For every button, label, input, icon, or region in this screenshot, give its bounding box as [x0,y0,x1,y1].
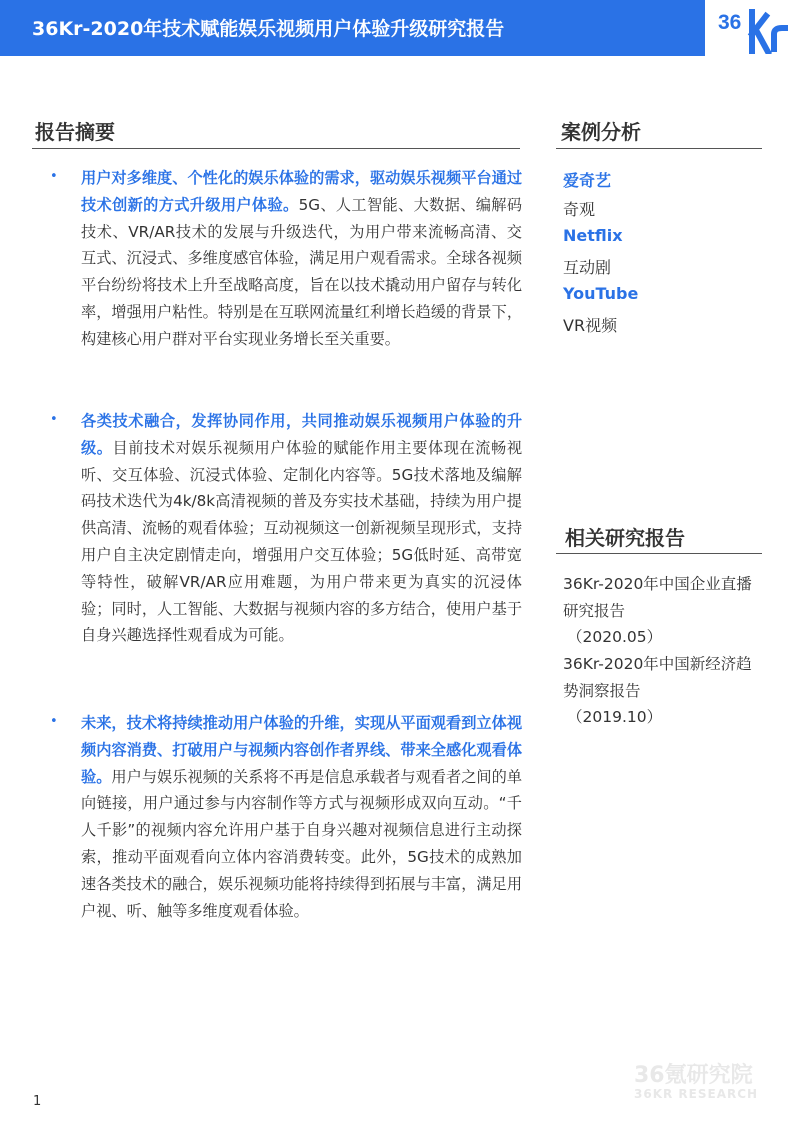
summary-paragraph [81,408,522,649]
summary-divider [32,148,520,149]
header-bar [0,0,705,56]
cases-divider [556,148,762,149]
bullet-icon: • [50,412,58,427]
paragraph-body: 目前技术对娱乐视频用户体验的赋能作用主要体现在流畅视听、交互体验、沉浸式体验、定制化内容等。5G技术落地及编解码技术迭代为4k/8k高清视频的普及夯实技术基础，持续为用户提供高清、流畅的观看体验；互动视频这一创新视频呈现形式，支持用户自主决定剧情走向，增强用户交互体验；5G低时延、高带宽等特性，破解VR/AR应用难题，为用户带来更为真实的沉浸体验；同时，人工智能、大数据与视频内容的多方结合，使用户基于自身兴趣选择性观看成为可能。 [81,438,523,645]
36kr-logo [712,2,792,54]
summary-paragraph [81,710,522,924]
case-item-iqiyi: 爱奇艺 [563,171,612,190]
related-report-item[interactable] [563,651,763,731]
page-number: 1 [33,1094,42,1109]
cases-title: 案例分析 [561,120,641,144]
paragraph-highlight: 未来，技术将持续推动用户体验的升维，实现从平面观看到立体视频内容消费、打破用户与视频内容创作者界线、带来全感化观看体验。 [81,714,522,786]
case-item-vr-video: VR视频 [563,316,618,335]
bullet-icon: • [50,714,58,729]
related-reports-title: 相关研究报告 [565,526,685,550]
paragraph-highlight: 各类技术融合，发挥协同作用，共同推动娱乐视频用户体验的升级。 [81,412,522,457]
report-date: （2020.05） [567,628,663,646]
report-name: 36Kr-2020年中国新经济趋势洞察报告 [563,655,752,700]
svg-text:36: 36 [718,11,742,34]
watermark-en: 36KR RESEARCH [634,1087,759,1101]
related-report-item[interactable] [563,571,763,651]
paragraph-body: 5G、人工智能、大数据、编解码技术、VR/AR技术的发展与升级迭代，为用户带来流畅高清、交互式、沉浸式、多维度感官体验，满足用户观看需求。全球各视频平台纷纷将技术上升至战略高度，旨在以技术撬动用户留存与转化率，增强用户粘性。特别是在互联网流量红利增长趋缓的背景下，构建核心用户群对平台实现业务增长至关重要。 [81,195,523,348]
paragraph-body: 用户与娱乐视频的关系将不再是信息承载者与观看者之间的单向链接，用户通过参与内容制作等方式与视频形成双向互动。“千人千影”的视频内容允许用户基于自身兴趣对视频信息进行主动探索，推动平面观看向立体内容消费转变。此外，5G技术的成熟加速各类技术的融合，娱乐视频功能将持续得到拓展与丰富，满足用户视、听、触等多维度观看体验。 [81,767,523,920]
paragraph-highlight: 用户对多维度、个性化的娱乐体验的需求，驱动娱乐视频平台通过技术创新的方式升级用户体验。 [81,169,522,214]
watermark-cn: 36氪研究院 [634,1063,753,1088]
report-title: 36Kr-2020年技术赋能娱乐视频用户体验升级研究报告 [32,18,505,40]
related-divider [556,553,762,554]
case-item-youtube: YouTube [563,284,639,303]
case-item-qiguan: 奇观 [563,200,596,219]
report-name: 36Kr-2020年中国企业直播研究报告 [563,575,752,620]
case-item-interactive-drama: 互动剧 [563,258,612,277]
bullet-icon: • [50,169,58,184]
watermark-logo [634,1058,758,1101]
summary-paragraph [81,165,522,353]
report-date: （2019.10） [567,708,663,726]
summary-title: 报告摘要 [35,120,115,144]
case-item-netflix: Netflix [563,226,623,245]
